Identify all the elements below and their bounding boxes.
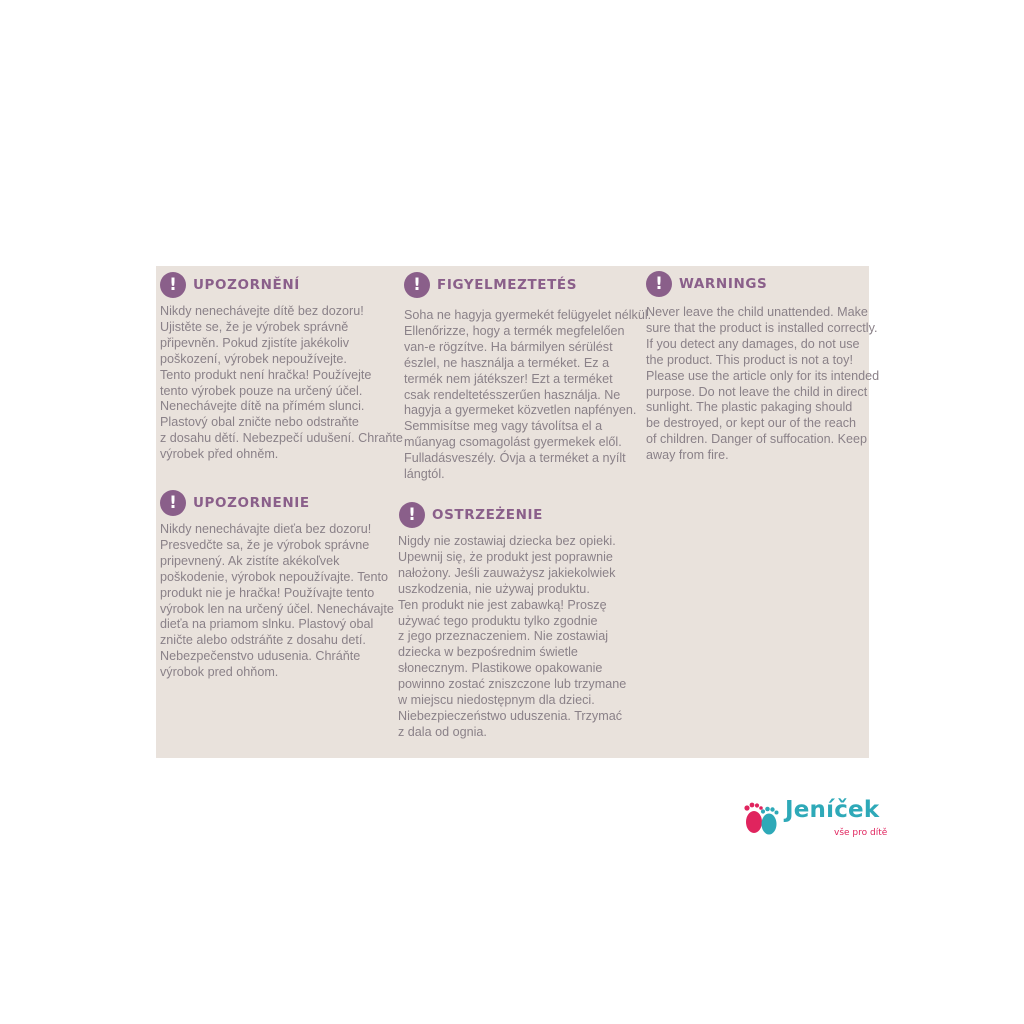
baby-feet-icon [741, 798, 781, 838]
text-line: nałożony. Jeśli zauważysz jakiekolwiek [398, 565, 616, 580]
text-line: Niebezpieczeństwo uduszenia. Trzymać [398, 708, 622, 723]
text-line: poškození, výrobek nepoužívejte. [160, 351, 347, 366]
text-line: z jego przeznaczeniem. Nie zostawiaj [398, 629, 608, 644]
section-title: UPOZORNENIE [193, 495, 310, 511]
text-line: słonecznym. Plastikowe opakowanie [398, 661, 603, 676]
text-line: the product. This product is not a toy! [646, 352, 853, 367]
warnings-panel [156, 266, 880, 758]
text-line: Tento produkt není hračka! Používejte [160, 367, 372, 382]
section-title: OSTRZEŻENIE [432, 507, 543, 523]
text-line: csak rendeltetésszerűen használja. Ne [404, 387, 621, 402]
section-heading [160, 488, 394, 518]
text-line: produkt nie je hračka! Používajte tento [160, 585, 375, 600]
text-line: Nenechávejte dítě na přímém slunci. [160, 399, 365, 414]
text-line: Semmisítse meg vagy távolítsa el a [404, 419, 603, 434]
text-line: výrobek před ohněm. [160, 447, 279, 462]
text-line: észlel, ne használja a terméket. Ez a [404, 355, 610, 370]
section-czech [160, 270, 403, 463]
text-line: Ujistěte se, že je výrobek správně [160, 319, 349, 334]
text-line: away from fire. [646, 448, 729, 463]
text-line: Nigdy nie zostawiaj dziecka bez opieki. [398, 534, 616, 548]
text-line: z dala od ognia. [398, 724, 487, 739]
text-line: tento výrobek pouze na určený účel. [160, 383, 363, 398]
text-line: van-e rögzítve. Ha bármilyen sérülést [404, 339, 613, 354]
section-english [646, 269, 879, 464]
jenicek-logo [741, 796, 901, 844]
exclamation-icon: ! [399, 502, 425, 528]
section-slovak [160, 488, 394, 681]
text-line: w miejscu niedostępnym dla dzieci. [398, 693, 595, 708]
text-line: uszkodzenia, nie używaj produktu. [398, 581, 590, 596]
text-line: z dosahu dětí. Nebezpečí udušení. Chraňte [160, 431, 403, 446]
logo-name: Jeníček [785, 797, 880, 823]
section-heading [160, 270, 403, 300]
section-body [160, 304, 403, 463]
text-line: výrobok pred ohňom. [160, 665, 279, 680]
logo-tagline: vše pro dítě [834, 828, 888, 838]
text-line: sunlight. The plastic pakaging should [646, 400, 853, 415]
section-body [160, 522, 394, 681]
text-line: pripevnený. Ak zistíte akékoľvek [160, 553, 340, 568]
exclamation-icon: ! [646, 271, 672, 297]
text-line: dziecka w bezpośrednim świetle [398, 645, 578, 660]
text-line: výrobok len na určený účel. Nenechávajte [160, 601, 394, 616]
text-line: Plastový obal zničte nebo odstraňte [160, 415, 359, 430]
section-heading [646, 269, 879, 299]
section-heading [399, 500, 626, 530]
section-title: WARNINGS [679, 276, 768, 292]
section-hungarian [404, 270, 651, 483]
section-polish [399, 500, 626, 741]
text-line: lángtól. [404, 467, 445, 482]
text-line: dieťa na priamom slnku. Plastový obal [160, 617, 374, 632]
text-line: műanyag csomagolást gyermekek elől. [404, 435, 622, 450]
text-line: hagyja a gyermeket közvetlen napfényen. [404, 403, 637, 418]
text-line: Upewnij się, że produkt jest poprawnie [398, 549, 613, 564]
text-line: Nikdy nenechávajte dieťa bez dozoru! [160, 522, 372, 536]
text-line: Fulladásveszély. Óvja a terméket a nyílt [404, 451, 626, 466]
exclamation-icon: ! [160, 490, 186, 516]
text-line: Please use the article only for its intended [646, 368, 880, 383]
text-line: Ten produkt nie jest zabawką! Proszę [398, 597, 607, 612]
section-body [398, 534, 626, 741]
text-line: Never leave the child unattended. Make [646, 305, 868, 319]
section-title: UPOZORNĚNÍ [193, 277, 300, 293]
text-line: Ellenőrizze, hogy a termék megfelelően [404, 323, 625, 338]
exclamation-icon: ! [160, 272, 186, 298]
text-line: Presvedčte sa, že je výrobok správne [160, 537, 370, 552]
text-line: připevněn. Pokud zjistíte jakékoliv [160, 335, 350, 350]
text-line: zničte alebo odstráňte z dosahu detí. [160, 633, 366, 648]
text-line: używać tego produktu tylko zgodnie [398, 613, 598, 628]
section-body [404, 308, 651, 483]
text-line: termék nem játékszer! Ezt a terméket [404, 371, 613, 386]
text-line: poškodenie, výrobok nepoužívajte. Tento [160, 569, 389, 584]
text-line: Soha ne hagyja gyermekét felügyelet nélkül. [404, 308, 652, 322]
text-line: If you detect any damages, do not use [646, 336, 860, 351]
text-line: be destroyed, or kept our of the reach [646, 416, 857, 431]
section-title: FIGYELMEZTETÉS [437, 277, 578, 293]
text-line: purpose. Do not leave the child in direct [646, 384, 868, 399]
text-line: powinno zostać zniszczone lub trzymane [398, 677, 627, 692]
text-line: Nebezpečenstvo udusenia. Chráňte [160, 649, 361, 664]
text-line: Nikdy nenechávejte dítě bez dozoru! [160, 304, 364, 318]
text-line: sure that the product is installed correctly. [646, 320, 878, 335]
exclamation-icon: ! [404, 272, 430, 298]
section-body [646, 305, 879, 464]
section-heading [404, 270, 651, 300]
text-line: of children. Danger of suffocation. Keep [646, 432, 867, 447]
